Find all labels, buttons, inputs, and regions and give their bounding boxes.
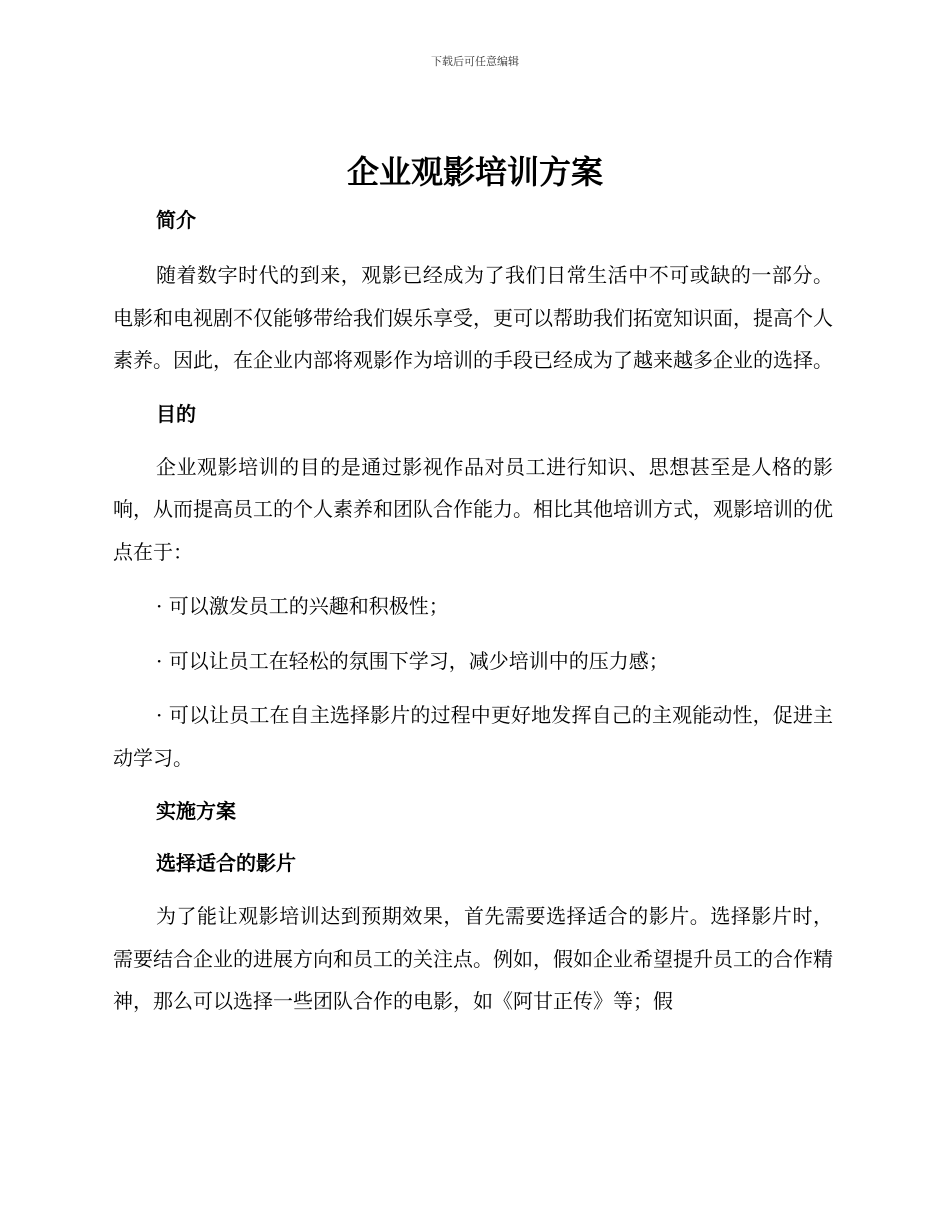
section-heading-plan: 实施方案 [156,799,236,823]
document-title: 企业观影培训方案 [346,153,603,191]
bullet-item: · 可以让员工在自主选择影片的过程中更好地发挥自己的主观能动性，促进主动学习。 [113,703,833,770]
select-film-paragraph: 为了能让观影培训达到预期效果，首先需要选择适合的影片。选择影片时，需要结合企业的进展方向和员工的关注点。例如，假如企业希望提升员工的合作精神，那么可以选择一些团队合作的电影，如《阿甘正传》等；假 [113,904,833,1013]
section-heading-goal: 目的 [156,401,196,426]
goal-paragraph: 企业观影培训的目的是通过影视作品对员工进行知识、思想甚至是人格的影响，从而提高员工的个人素养和团队合作能力。相比其他培训方式，观影培训的优点在于： [113,454,833,564]
page-header-note: 下载后可任意编辑 [431,55,519,68]
intro-paragraph: 随着数字时代的到来，观影已经成为了我们日常生活中不可或缺的一部分。电影和电视剧不仅能够带给我们娱乐享受，更可以帮助我们拓宽知识面，提高个人素养。因此，在企业内部将观影作为培训的手段已经成为了越来越多企业的选择。 [113,263,833,372]
document-body [113,200,833,1023]
bullet-item: · 可以让员工在轻松的氛围下学习，减少培训中的压力感； [156,648,669,673]
subsection-heading-select-film: 选择适合的影片 [156,851,296,875]
section-heading-intro: 简介 [156,208,196,232]
bullet-item: · 可以激发员工的兴趣和积极性； [156,594,449,618]
